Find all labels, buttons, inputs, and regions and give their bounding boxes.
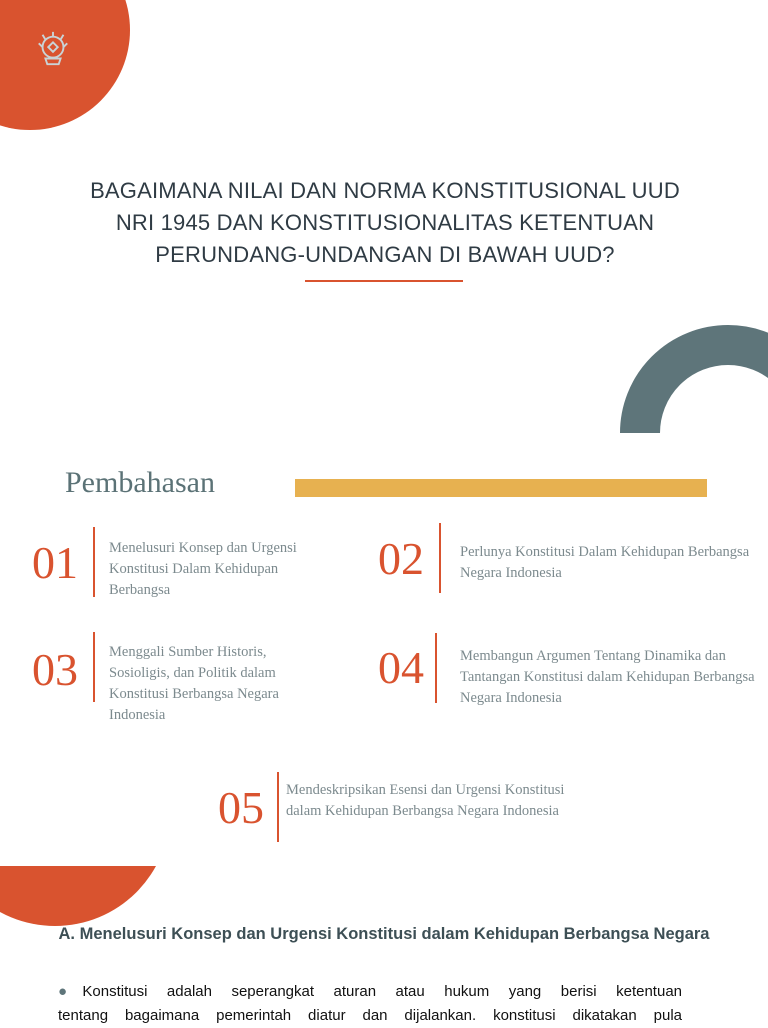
title-line-2: NRI 1945 DAN KONSTITUSIONALITAS KETENTUAN [115, 210, 655, 235]
body-paragraph [58, 980, 682, 1028]
university-emblem-icon [34, 30, 72, 68]
topic-divider [93, 632, 95, 702]
topic-description: Menelusuri Konsep dan Urgensi Konstitusi Dalam Kehidupan Berbangsa [109, 540, 297, 598]
title-line-1: BAGAIMANA NILAI DAN NORMA KONSTITUSIONAL UUD [90, 178, 680, 203]
title-line-3: PERUNDANG-UNDANGAN DI BAWAH UUD? [155, 242, 615, 267]
topic-divider [277, 772, 279, 842]
section-heading: Pembahasan [65, 466, 215, 499]
bullet-icon: ● [58, 983, 83, 1000]
decorative-arc [620, 325, 768, 433]
topic-number: 04 [378, 642, 424, 693]
body-line-1-text: Konstitusi adalah seperangkat aturan atau hukum yang berisi ketentuan [82, 983, 682, 1000]
title-underline [305, 280, 463, 282]
section-subheading: A. Menelusuri Konsep dan Urgensi Konstitusi dalam Kehidupan Berbangsa Negara [58, 925, 710, 943]
topic-number: 05 [218, 782, 264, 833]
topic-divider [439, 523, 441, 593]
topic-description: Membangun Argumen Tentang Dinamika dan Tantangan Konstitusi dalam Kehidupan Berbangsa Negara Indonesia [460, 648, 755, 706]
page-title [80, 175, 690, 271]
topic-number: 02 [378, 533, 424, 584]
topic-number: 01 [32, 537, 78, 588]
topic-description: Mendeskripsikan Esensi dan Urgensi Konstitusi dalam Kehidupan Berbangsa Negara Indonesia [286, 782, 565, 819]
topic-description: Menggali Sumber Historis, Sosioligis, dan Politik dalam Konstitusi Berbangsa Negara Indonesia [109, 644, 279, 723]
body-line-2: tentang bagaimana pemerintah diatur dan dijalankan. konstitusi dikatakan pula [58, 1007, 682, 1024]
body-line-1 [58, 980, 682, 1004]
topic-number: 03 [32, 644, 78, 695]
heading-accent-bar [295, 479, 707, 497]
topic-description: Perlunya Konstitusi Dalam Kehidupan Berbangsa Negara Indonesia [460, 544, 750, 581]
topic-divider [93, 527, 95, 597]
decorative-circle-bottom [0, 866, 340, 926]
topic-divider [435, 633, 437, 703]
